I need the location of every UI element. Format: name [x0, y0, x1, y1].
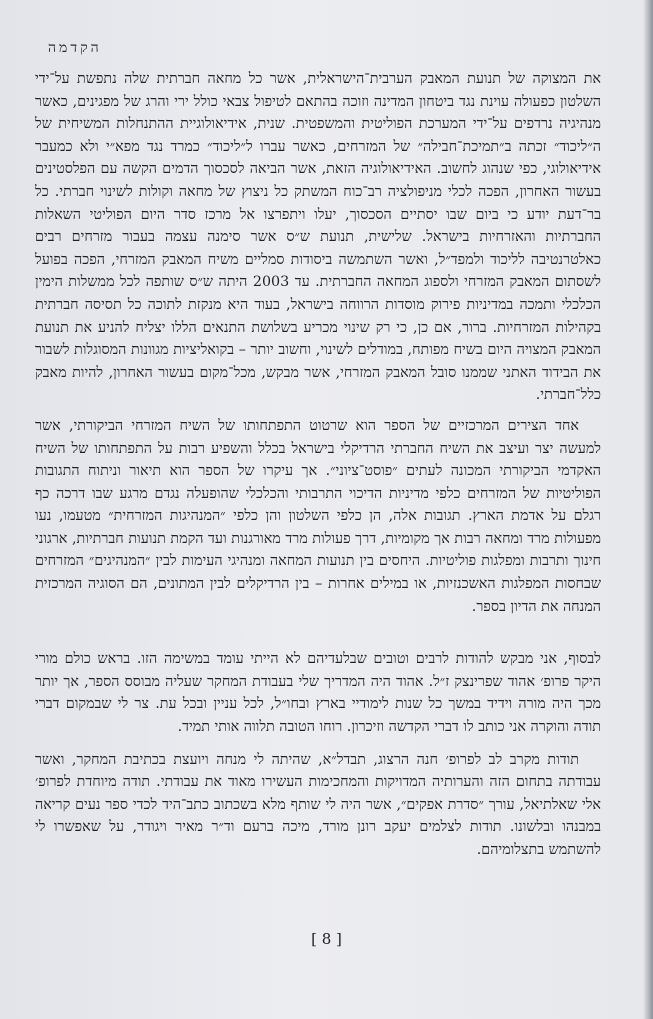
running-header: הקדמה	[48, 40, 102, 56]
paragraph-acknowledgements: לבסוף, אני מבקש להודות לרבים וטובים שבלעדיהם לא הייתי עומד במשימה הזו. בראש כולם מורי היקר פרופ׳ אהוד שפרינצק ז״ל. אהוד היה המדריך שלי בעבודת המחקר שעליה מבוסס הספר, אך יותר מכך היה מורה וידיד במשך כל שנות לימודיי בארץ ובחו״ל, לכל עניין ובכל עת. צר לי שבמקום דברי תודה והוקרה אני כותב לו דברי הקדשה וזיכרון. רוחו הטובה תלווה אותי תמיד.	[35, 651, 601, 736]
paragraph-thanks: תודות מקרב לב לפרופ׳ חנה הרצוג, תבדל״א, שהיתה לי מנחה ויועצת בכתיבת המחקר, ואשר עבודתה בתחום הזה והערותיה המדויקות והמחכימות העשירו מאוד את עבודתי. תודה מיוחדת לפרופ׳ אלי שאלתיאל, עורך ״סדרת אפקים״, אשר היה לי שותף מלא בשכתוב כתב־היד לכדי ספר נעים קריאה במבנהו ובלשונו. תודות לצלמים יעקב רונן מורד, מיכה ברעם וד״ר מאיר ויגודר, על שאפשרו לי להשתמש בתצלומיהם.	[35, 751, 601, 858]
paragraph-book-axes: אחד הצירים המרכזיים של הספר הוא שרטוט התפתחותו של השיח המזרחי הביקורתי, אשר למעשה יצר ועיצב את השיח החברתי הרדיקלי בישראל בכלל והשפיע רבות על התפתחותו של השיח האקדמי הביקורתי המכונה לעתים ״פוסט־ציוני״. אך עיקרו של הספר הוא תיאור וניתוח התגובות הפוליטיות של המזרחים כלפי מדיניות הדיכוי התרבותי והכלכלי שהופעלה נגדם מרגע שבו דרכה כף רגלם על אדמת הארץ. תגובות אלה, הן כלפי השלטון והן כלפי ״המנהיגות המזרחית״ מטעמו, נעו מפעולות מרד ומחאה רבות אך מקומיות, דרך פעולות מרד מאורגנות ועד הקמת תנועות חברתיות, ארגוני חינוך ותרבות ומפלגות פוליטיות. היחסים בין תנועות המחאה ומנהיגי העימות לבין ״המנהיגים״ המזרחים שבחסות המפלגות האשכנזיות, או במילים אחרות – בין הרדיקלים לבין המתונים, הם הסוגיה המרכזית המנחה את הדיון בספר.	[35, 417, 601, 615]
page-edge-shadow	[643, 0, 653, 1019]
paragraph-intro-conditions: את המצוקה של תנועת המאבק הערבית־הישראלית, אשר כל מחאה חברתית שלה נתפשת על־ידי השלטון כפעולה עוינת נגד ביטחון המדינה וזוכה בהתאם לטיפול צבאי כולל ירי והרג של מפגינים, כאשר מנהיגיה נרדפים על־ידי המערכת הפוליטית והמשפטית. שנית, אידיאולוגיית ההתנחלות המשיחית של ה״ליכוד״ זכתה ב״תמיכת־חבילה״ של המזרחים, כאשר עברו ל״ליכוד״ כמרד נגד מפא״י ולא כמעבר אידיאולוגי, כפי שנהוג לחשוב. האידיאולוגיה הזאת, אשר הביאה לסכסוך הדמים הקשה עם הפלסטינים בעשור האחרון, הפכה לכלי מניפולציה רב־כוח המשתק כל ניצוץ של מחאה וקולות לשינוי חברתי. כל בר־דעת יודע כי ביום שבו יסתיים הסכסוך, יעלו ויתפרצו אל מרכז סדר היום הפוליטי השאלות החברתיות והאזרחיות בישראל. שלישית, תנועת ש״ס אשר סימנה עצמה בעבור מזרחים רבים כאלטרנטיבה לליכוד ולמפד״ל, ואשר השתמשה ביסודות סמליים משיח המאבק המזרחי, הפכה בפועל לשסתום המאבק המזרחי ולספוג המחאה החברתית. עד 2003 היתה ש״ס שותפה לכל ממשלות הימין הכלכלי ותמכה במדיניות פירוק מוסדות הרווחה בישראל, בעוד היא מנקזת לתוכה כל תסיסה חברתית בקהילות המזרחיות. ברור, אם כן, כי רק שינוי מכריע בשלושת התנאים הללו יצליח להניע את תנועת המאבק המצויה היום בשיח מפותח, במודלים לשינוי, וחשוב יותר – בקואליציות מגוונות המסוגלות לשבור את הבידוד האתני שממנו סובל המאבק המזרחי, אשר מבקש, מכל־מקום בעשור האחרון, להיות מאבק כלל־חברתי.	[35, 71, 601, 404]
page-number: [ 8 ]	[311, 930, 342, 948]
body-text	[35, 68, 601, 862]
